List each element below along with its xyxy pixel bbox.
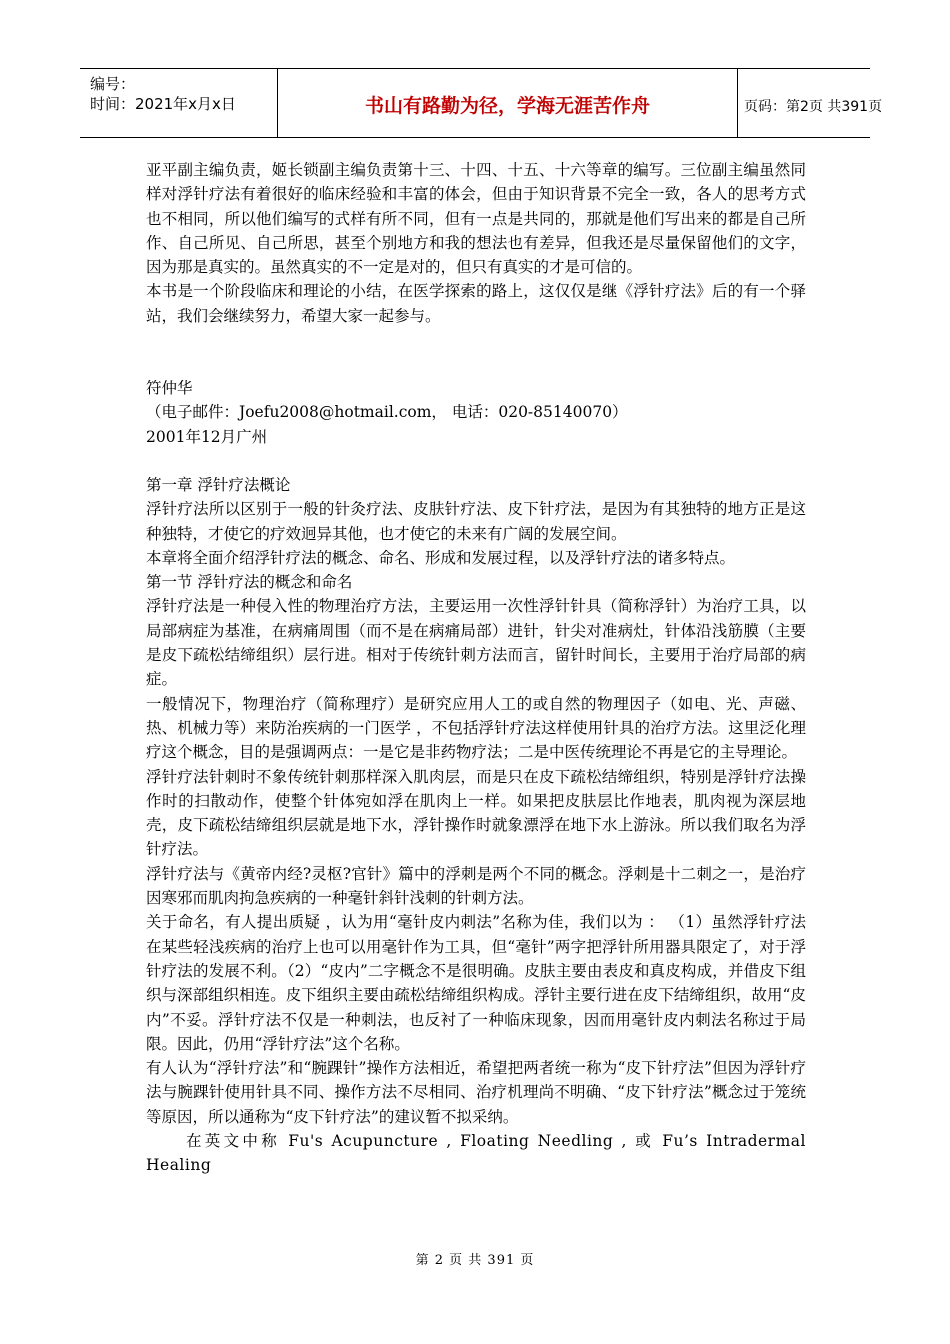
paragraph: 浮针疗法所以区别于一般的针灸疗法、皮肤针疗法、皮下针疗法，是因为有其独特的地方正是这种独特，才使它的疗效迥异其他，也才使它的未来有广阔的发展空间。 <box>146 500 806 543</box>
paragraph: 浮针疗法针刺时不象传统针刺那样深入肌肉层，而是只在皮下疏松结缔组织，特别是浮针疗法操作时的扫散动作，使整个针体宛如浮在肌肉上一样。如果把皮肤层比作地表，肌肉视为深层地壳，皮下疏松结缔组织层就是地下水，浮针操作时就象漂浮在地下水上游泳。所以我们取名为浮针疗法。 <box>146 767 806 859</box>
paragraph: 有人认为“浮针疗法”和“腕踝针”操作方法相近，希望把两者统一称为“皮下针疗法”但因为浮针疗法与腕踝针使用针具不同、操作方法不尽相同、治疗机理尚不明确、“皮下针疗法”概念过于笼统等原因，所以通称为“皮下针疗法”的建议暂不拟采纳。 <box>146 1059 806 1126</box>
signature-contact: （电子邮件：Joefu2008@hotmail.com， 电话：020-85140070） <box>146 403 628 422</box>
page-footer: 第 2 页 共 391 页 <box>415 1253 535 1268</box>
paragraph: 浮针疗法与《黄帝内经?灵枢?官针》篇中的浮刺是两个不同的概念。浮刺是十二刺之一，是治疗因寒邪而肌肉拘急疾病的一种毫针斜针浅刺的针刺方法。 <box>146 864 806 908</box>
spacer <box>146 328 806 376</box>
paragraph: 本章将全面介绍浮针疗法的概念、命名、形成和发展过程，以及浮针疗法的诸多特点。 <box>146 548 736 567</box>
paragraph: 浮针疗法是一种侵入性的物理治疗方法，主要运用一次性浮针针具（简称浮针）为治疗工具，以局部病症为基准，在病痛周围（而不是在病痛局部）进针，针尖对准病灶，针体沿浅筋膜（主要是皮下疏松结缔组织）层行进。相对于传统针刺方法而言，留针时间长，主要用于治疗局部的病症。 <box>146 597 806 689</box>
document-date: 时间：2021年x月x日 <box>90 95 236 113</box>
header-info-cell <box>80 69 277 137</box>
paragraph: 亚平副主编负责，姬长锁副主编负责第十三、十四、十五、十六等章的编写。三位副主编虽然同样对浮针疗法有着很好的临床经验和丰富的体会，但由于知识背景不完全一致，各人的思考方式也不相同，所以他们编写的式样有所不同，但有一点是共同的，那就是他们写出来的都是自己所作、自己所见、自己所思，甚至个别地方和我的想法也有差异，但我还是尽量保留他们的文字，因为那是真实的。虽然真实的不一定是对的，但只有真实的才是可信的。 <box>146 161 806 277</box>
spacer <box>146 449 806 473</box>
signature-date: 2001年12月广州 <box>146 427 268 446</box>
paragraph: 关于命名，有人提出质疑 ，认为用“毫针皮内刺法”名称为佳，我们以为 ： （1）虽然浮针疗法在某些轻浅疾病的治疗上也可以用毫针作为工具，但“毫针”两字把浮针所用器具限定了，对于浮针疗法的发展不利。（2）“皮内”二字概念不是很明确。皮肤主要由表皮和真皮构成，并借皮下组织与深部组织相连。皮下组织主要由疏松结缔组织构成。浮针主要行进在皮下结缔组织，故用“皮内”不妥。浮针疗法不仅是一种刺法，也反衬了一种临床现象，因而用毫针皮内刺法名称过于局限。因此，仍用“浮针疗法”这个名称。 <box>146 913 806 1053</box>
chapter-title: 第一章 浮针疗法概论 <box>146 475 291 494</box>
signature-name: 符仲华 <box>146 379 193 398</box>
section-title: 第一节 浮针疗法的概念和命名 <box>146 573 353 592</box>
header-page-cell <box>736 69 883 137</box>
paragraph: 本书是一个阶段临床和理论的小结，在医学探索的路上，这仅仅是继《浮针疗法》后的有一个驿站，我们会继续努力，希望大家一起参与。 <box>146 282 806 325</box>
page-header <box>80 68 883 138</box>
header-motto: 书山有路勤为径，学海无涯苦作舟 <box>364 95 650 117</box>
document-body <box>146 158 806 1178</box>
header-motto-cell <box>277 69 738 137</box>
paragraph-english-names: 在英文中称 Fu's Acupuncture , Floating Needling , 或 Fu’s Intradermal Healing <box>146 1131 806 1175</box>
paragraph: 一般情况下，物理治疗（简称理疗）是研究应用人工的或自然的物理因子（如电、光、声磁、热、机械力等）来防治疾病的一门医学 ，不包括浮针疗法这样使用针具的治疗方法。这里泛化理疗这个概念，目的是强调两点：一是它是非药物疗法；二是中医传统理论不再是它的主导理论。 <box>146 694 806 762</box>
header-page-number: 页码：第2页 共391页 <box>744 99 883 115</box>
document-code: 编号： <box>90 75 136 93</box>
